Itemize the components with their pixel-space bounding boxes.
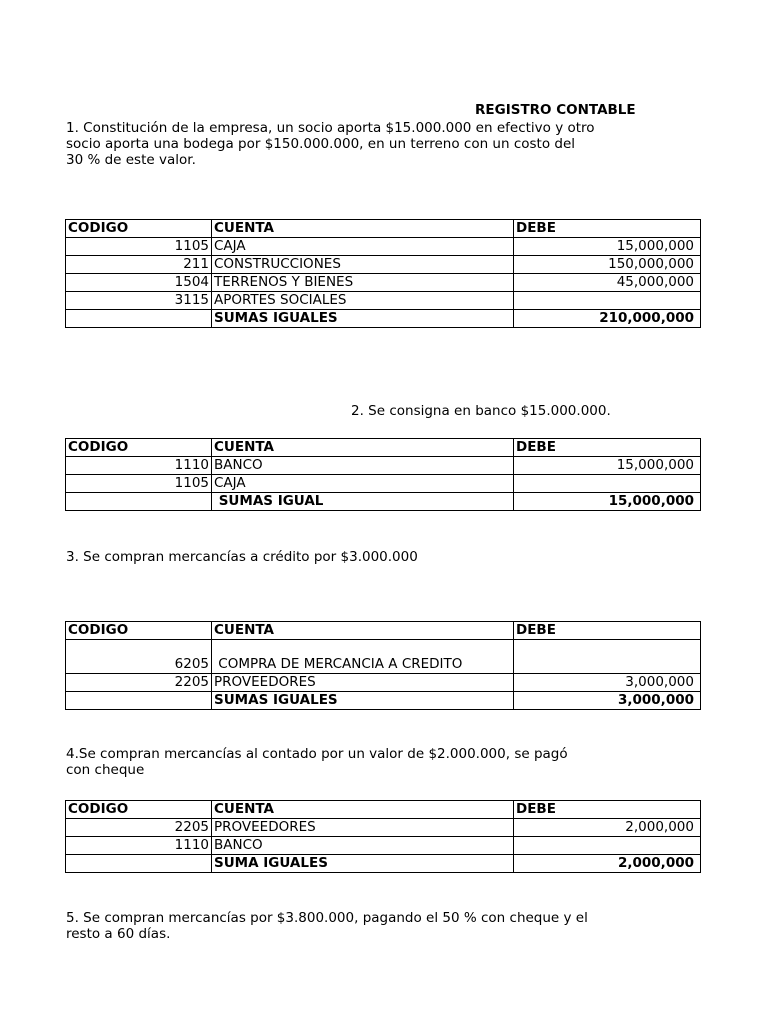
header-codigo: CODIGO	[66, 801, 212, 819]
totals-row	[66, 692, 701, 710]
header-cuenta: CUENTA	[212, 439, 514, 457]
table-header-row	[66, 622, 701, 640]
table-header-row	[66, 220, 701, 238]
exercise-3-text: 3. Se compran mercancías a crédito por $3.000.000	[66, 549, 418, 565]
totals-row	[66, 310, 701, 328]
totals-row	[66, 855, 701, 873]
code-cell: 2205	[66, 674, 212, 692]
table-row	[66, 238, 701, 256]
header-cuenta: CUENTA	[212, 622, 514, 640]
header-cuenta: CUENTA	[212, 801, 514, 819]
total-label: SUMAS IGUALES	[212, 310, 514, 328]
header-debe: DEBE	[514, 622, 701, 640]
table-row	[66, 819, 701, 837]
ledger-table-1	[65, 219, 701, 328]
debit-cell: 150,000,000	[514, 256, 701, 274]
account-cell: BANCO	[212, 457, 514, 475]
exercise-2-text: 2. Se consigna en banco $15.000.000.	[351, 403, 611, 419]
account-cell: PROVEEDORES	[212, 819, 514, 837]
header-cuenta: CUENTA	[212, 220, 514, 238]
debit-cell: 15,000,000	[514, 238, 701, 256]
table-header-row	[66, 801, 701, 819]
empty-cell	[66, 855, 212, 873]
table-row	[66, 640, 701, 674]
account-cell: BANCO	[212, 837, 514, 855]
totals-row	[66, 493, 701, 511]
empty-cell	[66, 310, 212, 328]
table-header-row	[66, 439, 701, 457]
debit-cell: 15,000,000	[514, 457, 701, 475]
header-debe: DEBE	[514, 439, 701, 457]
header-codigo: CODIGO	[66, 220, 212, 238]
header-debe: DEBE	[514, 220, 701, 238]
table-row	[66, 292, 701, 310]
code-cell: 211	[66, 256, 212, 274]
account-cell: PROVEEDORES	[212, 674, 514, 692]
page-title: REGISTRO CONTABLE	[475, 102, 636, 118]
account-cell: CAJA	[212, 238, 514, 256]
debit-cell: 2,000,000	[514, 819, 701, 837]
table-row	[66, 674, 701, 692]
header-debe: DEBE	[514, 801, 701, 819]
debit-cell: 3,000,000	[514, 674, 701, 692]
code-cell: 1110	[66, 457, 212, 475]
ledger-table-2	[65, 438, 701, 511]
empty-cell	[66, 493, 212, 511]
total-label: SUMA IGUALES	[212, 855, 514, 873]
total-value: 15,000,000	[514, 493, 701, 511]
exercise-4-text: 4.Se compran mercancías al contado por un valor de $2.000.000, se pagó con cheque	[66, 746, 568, 778]
debit-cell	[514, 837, 701, 855]
account-cell: CAJA	[212, 475, 514, 493]
code-cell: 3115	[66, 292, 212, 310]
total-value: 210,000,000	[514, 310, 701, 328]
ledger-table-4	[65, 800, 701, 873]
table-row	[66, 475, 701, 493]
exercise-5-text: 5. Se compran mercancías por $3.800.000, pagando el 50 % con cheque y el resto a 60 días.	[66, 910, 588, 942]
debit-cell: 45,000,000	[514, 274, 701, 292]
ledger-table-3	[65, 621, 701, 710]
code-cell: 1504	[66, 274, 212, 292]
table-row	[66, 837, 701, 855]
table-row	[66, 256, 701, 274]
account-cell: CONSTRUCCIONES	[212, 256, 514, 274]
account-cell: TERRENOS Y BIENES	[212, 274, 514, 292]
debit-cell	[514, 292, 701, 310]
total-value: 2,000,000	[514, 855, 701, 873]
code-cell: 6205	[66, 640, 212, 674]
code-cell: 1110	[66, 837, 212, 855]
total-label: SUMAS IGUAL	[212, 493, 514, 511]
header-codigo: CODIGO	[66, 622, 212, 640]
table-row	[66, 274, 701, 292]
account-cell: APORTES SOCIALES	[212, 292, 514, 310]
header-codigo: CODIGO	[66, 439, 212, 457]
exercise-1-text: 1. Constitución de la empresa, un socio aporta $15.000.000 en efectivo y otro socio aporta una bodega por $150.000.000, en un terreno con un costo del 30 % de este valor.	[66, 120, 595, 168]
table-row	[66, 457, 701, 475]
code-cell: 1105	[66, 475, 212, 493]
empty-cell	[66, 692, 212, 710]
code-cell: 2205	[66, 819, 212, 837]
total-value: 3,000,000	[514, 692, 701, 710]
account-cell: COMPRA DE MERCANCIA A CREDITO	[212, 640, 514, 674]
total-label: SUMAS IGUALES	[212, 692, 514, 710]
debit-cell	[514, 640, 701, 674]
debit-cell	[514, 475, 701, 493]
code-cell: 1105	[66, 238, 212, 256]
